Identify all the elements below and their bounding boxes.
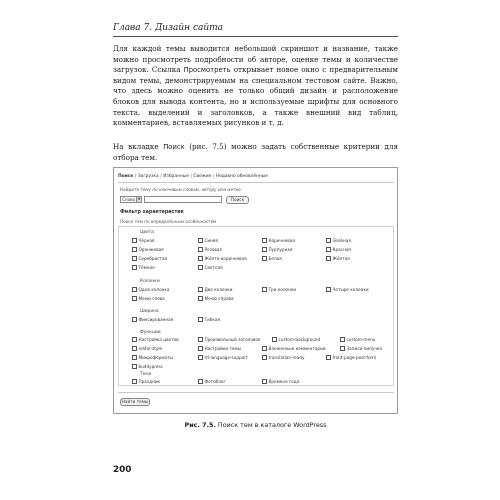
paragraph-2-text-a: На вкладке bbox=[113, 142, 164, 151]
checkbox-subject[interactable]: Фотоблог bbox=[198, 379, 226, 385]
checkbox-width[interactable]: Фиксированная bbox=[132, 317, 173, 323]
checkbox-color[interactable]: Пурпурная bbox=[262, 247, 292, 253]
checkbox-color[interactable]: Светлая bbox=[198, 265, 223, 271]
checkbox-color[interactable]: Тёмная bbox=[132, 265, 155, 271]
checkbox-columns[interactable]: Меню слева bbox=[132, 296, 165, 302]
figure-caption bbox=[113, 421, 398, 429]
filter-divider bbox=[118, 392, 394, 393]
group-label-subject: Тема bbox=[140, 372, 152, 377]
checkbox-color[interactable]: Синяя bbox=[198, 238, 218, 244]
tab-upload[interactable]: Загрузка bbox=[137, 174, 159, 179]
checkbox-columns[interactable]: Меню справа bbox=[198, 296, 234, 302]
paragraph-1-text-a: Для каждой темы выводится небольшой скриншот и название, также можно просмотреть подробности об авторе, оценке темы и количестве загрузок. Ссылка bbox=[113, 44, 398, 75]
term-preview: Просмотреть bbox=[183, 66, 231, 75]
search-input[interactable] bbox=[144, 196, 222, 203]
search-button[interactable]: Поиск bbox=[226, 196, 249, 204]
header-rule bbox=[113, 36, 398, 37]
filter-hint: Поиск тем по определённым особенностям bbox=[120, 219, 217, 224]
caption-text: Поиск тем в каталоге WordPress bbox=[215, 421, 327, 429]
checkbox-columns[interactable]: Две колонки bbox=[198, 287, 232, 293]
checkbox-columns[interactable]: Четыре колонки bbox=[326, 287, 369, 293]
checkbox-feature[interactable]: front-page-post-form bbox=[326, 355, 376, 361]
checkbox-color[interactable]: Оранжевая bbox=[132, 247, 164, 253]
search-hint: Найдите тему по ключевым словам, автору или метке. bbox=[120, 187, 243, 192]
checkbox-subject[interactable]: Времена года bbox=[262, 379, 299, 385]
checkbox-feature[interactable]: custom-background bbox=[272, 337, 320, 343]
checkbox-feature[interactable]: buddypress bbox=[132, 364, 163, 370]
checkbox-feature[interactable]: custom-menu bbox=[340, 337, 375, 343]
term-search-tab: Поиск bbox=[163, 143, 185, 151]
checkbox-color[interactable]: Зелёная bbox=[326, 238, 351, 244]
checkbox-feature[interactable]: Микроформаты bbox=[132, 355, 173, 361]
checkbox-width[interactable]: Гибкая bbox=[198, 317, 220, 323]
checkbox-feature[interactable]: translation-ready bbox=[262, 355, 304, 361]
checkbox-feature[interactable]: Произвольный заголовок bbox=[198, 337, 260, 343]
running-head: Глава 7. Дизайн сайта bbox=[113, 23, 224, 33]
tabs-divider bbox=[118, 182, 394, 183]
checkbox-feature[interactable]: Настройки темы bbox=[198, 346, 241, 352]
group-label-colors: Цвета bbox=[140, 230, 154, 235]
checkbox-color[interactable]: Белая bbox=[262, 256, 282, 262]
find-themes-button[interactable]: Найти темы bbox=[121, 399, 149, 404]
checkbox-color[interactable]: Чёрная bbox=[132, 238, 154, 244]
group-label-columns: Колонки bbox=[140, 279, 160, 284]
checkbox-columns[interactable]: Одна колонка bbox=[132, 287, 170, 293]
checkbox-color[interactable]: Серебристая bbox=[132, 256, 167, 262]
checkbox-subject[interactable]: Праздник bbox=[132, 379, 160, 385]
checkbox-color[interactable]: Жёлтая bbox=[326, 256, 350, 262]
tab-featured[interactable]: Избранные bbox=[163, 174, 189, 179]
checkbox-feature[interactable]: editor-style bbox=[132, 346, 162, 352]
filter-heading: Фильтр характеристик bbox=[120, 210, 184, 215]
tab-newest[interactable]: Свежие bbox=[193, 174, 212, 179]
checkbox-color[interactable]: Жёлто-коричневая bbox=[198, 256, 247, 262]
paragraph-2-text-b: (рис. 7.5) можно задать собственные критерии для отбора тем. bbox=[113, 142, 399, 162]
checkbox-color[interactable]: Коричневая bbox=[262, 238, 295, 244]
checkbox-feature[interactable]: Записи-липучка bbox=[340, 346, 382, 352]
tab-search[interactable]: Поиск bbox=[118, 174, 134, 179]
page-number: 200 bbox=[113, 465, 132, 475]
paragraph-1 bbox=[113, 44, 398, 129]
paragraph-1-text-b: открывает новое окно с предварительным видом темы, демонстрируемым на специальном тестовом сайте. Важно, что здесь можно оценить не только общий дизайн и расположение блоков для вывода контента, но и используемые шрифты для основного текста, выделений и заголовков, а также внешний вид таблиц, комментариев, вставляемых рисунков и т. д. bbox=[113, 65, 398, 128]
paragraph-2 bbox=[113, 142, 398, 163]
checkbox-feature[interactable]: Вложенные комментарии bbox=[262, 346, 325, 352]
checkbox-feature[interactable]: rtl-language-support bbox=[198, 355, 248, 361]
checkbox-color[interactable]: Красная bbox=[326, 247, 351, 253]
checkbox-color[interactable]: Розовая bbox=[198, 247, 222, 253]
search-type-value: Слово bbox=[122, 197, 136, 202]
search-type-select[interactable] bbox=[120, 196, 142, 203]
figure-screenshot bbox=[113, 167, 398, 414]
checkbox-columns[interactable]: Три колонки bbox=[262, 287, 296, 293]
group-label-features: Функции bbox=[140, 330, 161, 335]
group-label-width: Ширина bbox=[140, 309, 159, 314]
tab-recently-updated[interactable]: Недавно обновлённые bbox=[215, 174, 268, 179]
chevron-down-icon: ▼ bbox=[137, 197, 141, 201]
caption-label: Рис. 7.5. bbox=[184, 421, 216, 429]
theme-tabs: Поиск | Загрузка | Избранные | Свежие | Недавно обновлённые bbox=[118, 174, 268, 179]
checkbox-feature[interactable]: Настройка цветов bbox=[132, 337, 179, 343]
